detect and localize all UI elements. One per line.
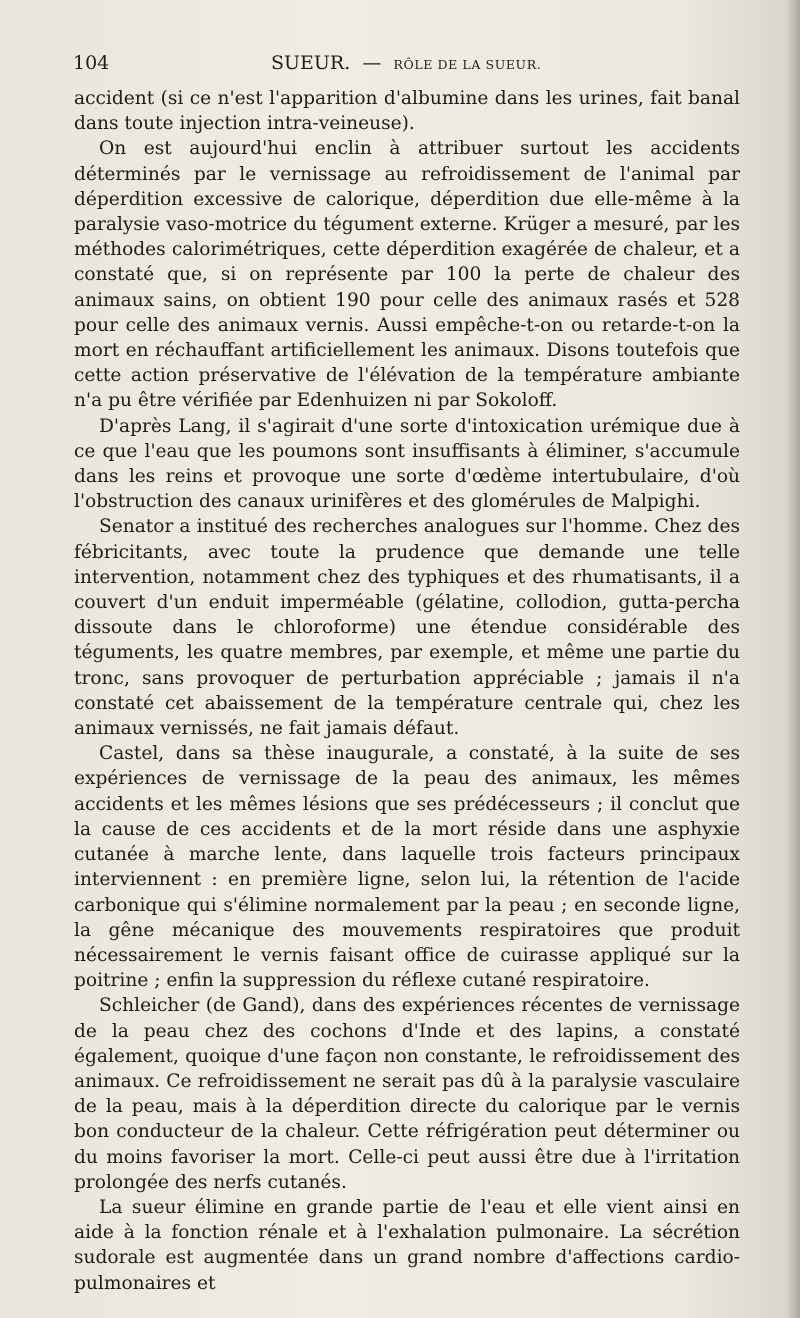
page-number: 104 [73, 52, 110, 74]
paragraph-schleicher: Schleicher (de Gand), dans des expériences récentes de vernissage de la peau chez des cochons d'Inde et des lapins, a constaté également, quoique d'une façon non constante, le refroidissement des animaux. Ce refroidissement ne serait pas dû à la paralysie vasculaire de la peau, mais à la déperdition directe du calorique par le vernis bon conducteur de la chaleur. Cette réfrigération peut déterminer ou du moins favoriser la mort. Celle-ci peut aussi être due à l'irritation prolongée des nerfs cutanés. [74, 995, 740, 1193]
paragraph-continuation: accident (si ce n'est l'apparition d'albumine dans les urines, fait banal dans toute injection intra-veineuse). [74, 88, 740, 135]
running-header [73, 52, 738, 80]
paragraph-senator: Senator a institué des recherches analogues sur l'homme. Chez des fébricitants, avec toute la prudence que demande une telle intervention, notamment chez des typhiques et des rhumatisants, il a couvert d'un enduit imperméable (gélatine, collodion, gutta-percha dissoute dans le chloroforme) une étendue considérable des téguments, les quatre membres, par exemple, et même une partie du tronc, sans provoquer de perturbation appréciable ; jamais il n'a constaté cet abaissement de la température centrale qui, chez les animaux vernissés, ne fait jamais défaut. [74, 516, 740, 740]
running-title [271, 52, 541, 74]
paragraph-lang: D'après Lang, il s'agirait d'une sorte d'intoxication urémique due à ce que l'eau que les poumons sont insuffisants à éliminer, s'accumule dans les reins et provoque une sorte d'œdème intertubulaire, d'où l'obstruction des canaux urinifères et des glomérules de Malpighi. [74, 415, 740, 513]
body-text [74, 86, 740, 1296]
paragraph-sueur-elimine: La sueur élimine en grande partie de l'eau et elle vient ainsi en aide à la fonction rénale et à l'exhalation pulmonaire. La sécrétion sudorale est augmentée dans un grand nombre d'affections cardio-pulmonaires et [74, 1196, 740, 1294]
paragraph-castel: Castel, dans sa thèse inaugurale, a constaté, à la suite de ses expériences de vernissage de la peau des animaux, les mêmes accidents et les mêmes lésions que ses prédécesseurs ; il conclut que la cause de ces accidents et de la mort réside dans une asphyxie cutanée à marche lente, dans laquelle trois facteurs principaux interviennent : en première ligne, selon lui, la rétention de l'acide carbonique qui s'élimine normalement par la peau ; en seconde ligne, la gêne mécanique des mouvements respiratoires que produit nécessairement le vernis faisant office de cuirasse appliqué sur la poitrine ; enfin la suppression du réflexe cutané respiratoire. [74, 743, 740, 992]
page-edge-shadow [786, 0, 800, 1318]
running-title-dash: — [362, 52, 382, 74]
running-title-section: RÔLE DE LA SUEUR. [393, 57, 542, 72]
running-title-main: SUEUR. [271, 52, 351, 74]
paragraph-kruger: On est aujourd'hui enclin à attribuer surtout les accidents déterminés par le vernissage au refroidissement de l'animal par déperdition excessive de calorique, déperdition due elle-même à la paralysie vaso-motrice du tégument externe. Krüger a mesuré, par les méthodes calorimétriques, cette déperdition exagérée de chaleur, et a constaté que, si on représente par 100 la perte de chaleur des animaux sains, on obtient 190 pour celle des animaux rasés et 528 pour celle des animaux vernis. Aussi empêche-t-on ou retarde-t-on la mort en réchauffant artificiellement les animaux. Disons toutefois que cette action préservative de l'élévation de la température ambiante n'a pu être vérifiée par Edenhuizen ni par Sokoloff. [74, 138, 740, 412]
